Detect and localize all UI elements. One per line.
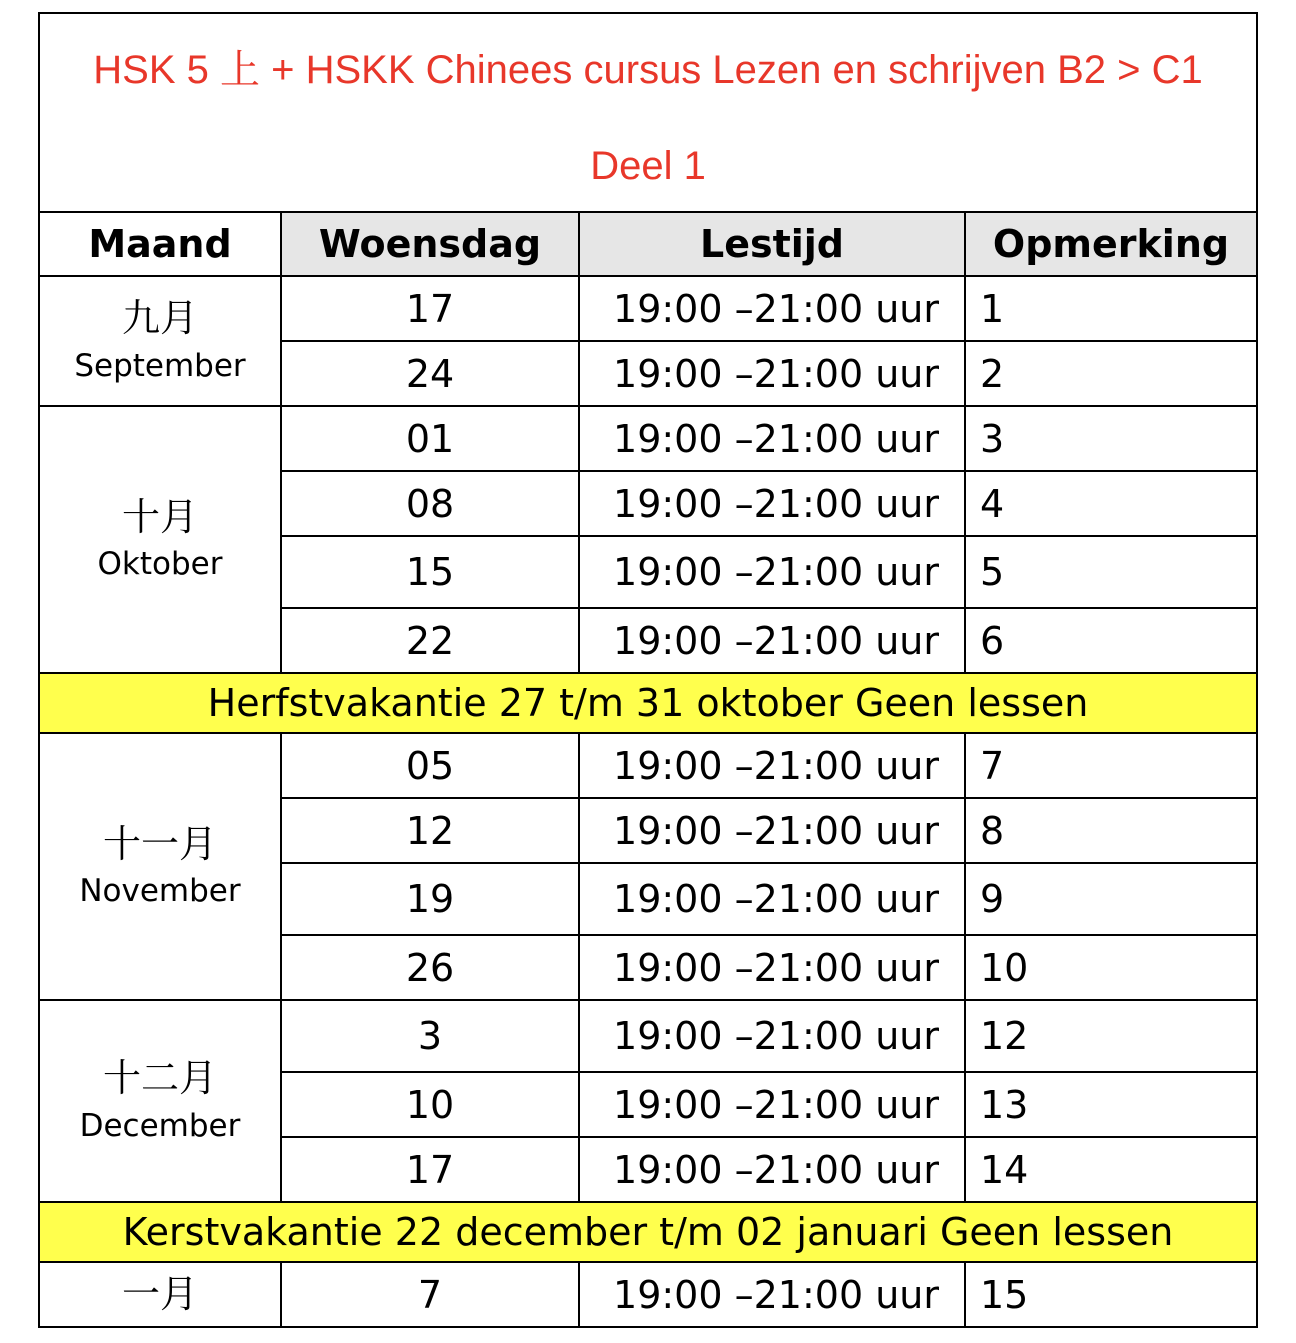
note-cell: 3: [965, 406, 1257, 471]
note-cell: 1: [965, 276, 1257, 341]
day-cell: 05: [281, 733, 579, 798]
note-cell: 10: [965, 935, 1257, 1000]
day-cell: 10: [281, 1072, 579, 1137]
table-row: [39, 1262, 1257, 1327]
time-cell: 19:00 –21:00 uur: [579, 536, 965, 608]
column-header-woensdag: Woensdag: [281, 212, 579, 276]
day-cell: 17: [281, 1137, 579, 1202]
note-cell: 7: [965, 733, 1257, 798]
column-header-maand: Maand: [39, 212, 281, 276]
day-cell: 22: [281, 608, 579, 673]
time-cell: 19:00 –21:00 uur: [579, 471, 965, 536]
time-cell: 19:00 –21:00 uur: [579, 341, 965, 406]
vacation-notice: Kerstvakantie 22 december t/m 02 januari Geen lessen: [39, 1202, 1257, 1262]
time-cell: 19:00 –21:00 uur: [579, 1137, 965, 1202]
note-cell: 9: [965, 863, 1257, 935]
day-cell: 12: [281, 798, 579, 863]
vacation-row-herfst: [39, 673, 1257, 733]
note-cell: 2: [965, 341, 1257, 406]
note-cell: 4: [965, 471, 1257, 536]
month-chinese: 十一月: [102, 821, 217, 866]
note-cell: 6: [965, 608, 1257, 673]
month-chinese: 一月: [121, 1271, 198, 1316]
time-cell: 19:00 –21:00 uur: [579, 935, 965, 1000]
table-row: [39, 1000, 1257, 1072]
time-cell: 19:00 –21:00 uur: [579, 1262, 965, 1327]
month-cell-december: [39, 1000, 281, 1202]
time-cell: 19:00 –21:00 uur: [579, 406, 965, 471]
vacation-row-kerst: [39, 1202, 1257, 1262]
month-cell-november: [39, 733, 281, 1000]
day-cell: 01: [281, 406, 579, 471]
time-cell: 19:00 –21:00 uur: [579, 1072, 965, 1137]
day-cell: 26: [281, 935, 579, 1000]
day-cell: 17: [281, 276, 579, 341]
time-cell: 19:00 –21:00 uur: [579, 733, 965, 798]
month-chinese: 九月: [121, 296, 198, 341]
day-cell: 24: [281, 341, 579, 406]
page-subtitle: Deel 1: [590, 143, 706, 188]
title-cell: [39, 13, 1257, 212]
column-header-opmerking: Opmerking: [965, 212, 1257, 276]
table-row: [39, 733, 1257, 798]
table-row: [39, 406, 1257, 471]
month-dutch: November: [79, 873, 241, 910]
month-dutch: December: [79, 1107, 241, 1144]
header-row: [39, 212, 1257, 276]
note-cell: 8: [965, 798, 1257, 863]
month-dutch: Oktober: [97, 546, 223, 583]
day-cell: 15: [281, 536, 579, 608]
schedule-table: [38, 12, 1258, 1328]
month-chinese: 十月: [121, 494, 198, 539]
month-chinese: 十二月: [102, 1056, 217, 1101]
note-cell: 12: [965, 1000, 1257, 1072]
note-cell: 5: [965, 536, 1257, 608]
title-row: [39, 13, 1257, 212]
month-cell-oktober: [39, 406, 281, 673]
time-cell: 19:00 –21:00 uur: [579, 863, 965, 935]
note-cell: 15: [965, 1262, 1257, 1327]
day-cell: 7: [281, 1262, 579, 1327]
time-cell: 19:00 –21:00 uur: [579, 1000, 965, 1072]
table-row: [39, 276, 1257, 341]
month-dutch: September: [74, 347, 246, 384]
note-cell: 13: [965, 1072, 1257, 1137]
column-header-lestijd: Lestijd: [579, 212, 965, 276]
time-cell: 19:00 –21:00 uur: [579, 276, 965, 341]
page-title: HSK 5 上 + HSKK Chinees cursus Lezen en schrijven B2 > C1: [93, 47, 1203, 92]
time-cell: 19:00 –21:00 uur: [579, 798, 965, 863]
day-cell: 3: [281, 1000, 579, 1072]
day-cell: 08: [281, 471, 579, 536]
note-cell: 14: [965, 1137, 1257, 1202]
time-cell: 19:00 –21:00 uur: [579, 608, 965, 673]
vacation-notice: Herfstvakantie 27 t/m 31 oktober Geen lessen: [39, 673, 1257, 733]
month-cell-januari: [39, 1262, 281, 1327]
month-cell-september: [39, 276, 281, 406]
day-cell: 19: [281, 863, 579, 935]
